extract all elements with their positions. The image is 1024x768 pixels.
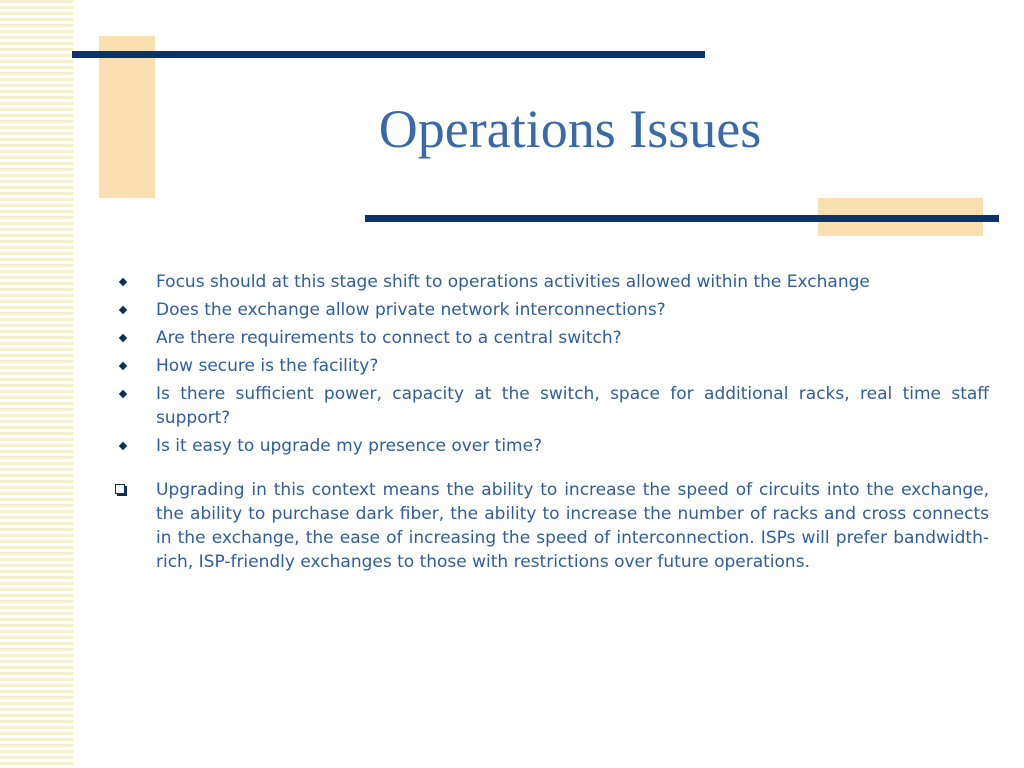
- bullet-item: [112, 298, 989, 322]
- side-stripe-decoration: [0, 0, 73, 768]
- bullet-item: [112, 354, 989, 378]
- sub-bullet-text: Upgrading in this context means the ability to increase the speed of circuits into the exchange, the ability to purchase dark fiber, the ability to increase the number of racks and cross connects in the exchange, the ease of increasing the speed of interconnection. ISPs will prefer bandwidth-rich, ISP-friendly exchanges to those with restrictions over future operations.: [156, 480, 989, 572]
- diamond-bullet-icon: [119, 390, 127, 398]
- bullet-text: Is it easy to upgrade my presence over time?: [156, 436, 543, 456]
- square-checkbox-bullet-icon: [115, 484, 125, 494]
- slide-title: Operations Issues: [378, 99, 762, 159]
- bullet-text: Focus should at this stage shift to operations activities allowed within the Exchange: [156, 272, 870, 292]
- bullet-list: [112, 270, 989, 458]
- bullet-item: [112, 434, 989, 458]
- sub-bullet-list: [112, 478, 989, 574]
- accent-block-left: [99, 36, 155, 198]
- bullet-text: Is there sufficient power, capacity at the switch, space for additional racks, real time staff support?: [156, 384, 989, 428]
- diamond-bullet-icon: [119, 442, 127, 450]
- diamond-bullet-icon: [119, 306, 127, 314]
- diamond-bullet-icon: [119, 334, 127, 342]
- title-rule-bottom: [365, 215, 999, 222]
- slide-content: [112, 270, 989, 578]
- bullet-text: How secure is the facility?: [156, 356, 379, 376]
- bullet-item: [112, 382, 989, 430]
- diamond-bullet-icon: [119, 278, 127, 286]
- diamond-bullet-icon: [119, 362, 127, 370]
- sub-bullet-item: [112, 478, 989, 574]
- bullet-item: [112, 270, 989, 294]
- bullet-text: Are there requirements to connect to a central switch?: [156, 328, 622, 348]
- bullet-item: [112, 326, 989, 350]
- bullet-text: Does the exchange allow private network interconnections?: [156, 300, 666, 320]
- title-rule-top: [72, 51, 705, 58]
